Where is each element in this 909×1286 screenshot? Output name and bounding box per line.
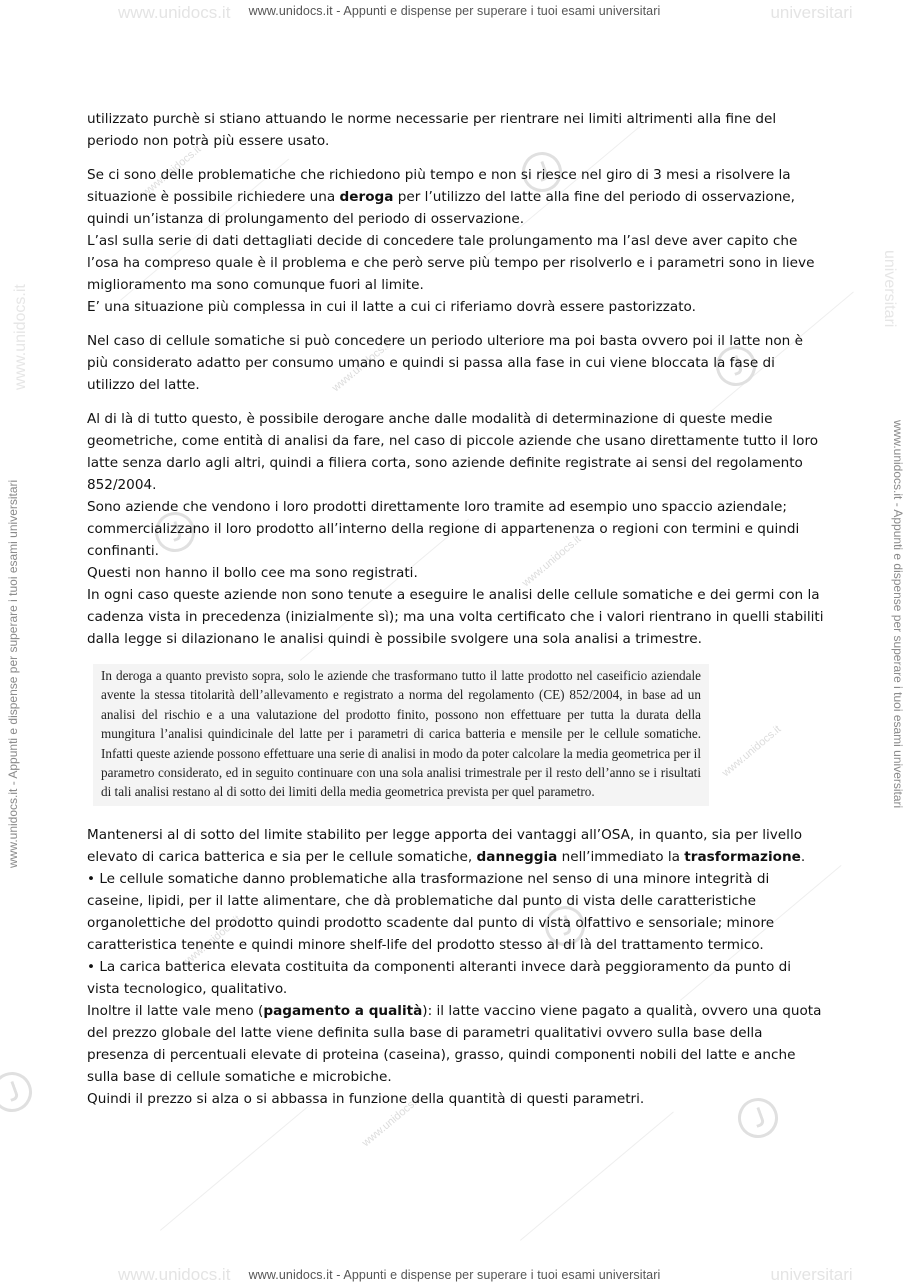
watermark-faint-text: www.unidocs.it [140,143,204,200]
watermark-ghost-side-right: universitari [881,250,898,328]
paragraph: Al di là di tutto questo, è possibile derogare anche dalle modalità di determinazione di queste medie geometriche, come entità di analisi da fare, nel caso di piccole aziende che usano direttamente tutto il loro latte senza darlo agli altri, quindi a filiera corta, sono aziende definite registrate ai sensi del regolamento 852/2004. Sono aziende che vendono i loro prodotti direttamente loro tramite ad esempio uno spaccio aziendale; commercializzano il loro prodotto all’interno della regione di appartenenza o regioni con termini e quindi confinanti. Questi non hanno il bollo cee ma sono registrati. In ogni caso queste aziende non sono tenute a eseguire le analisi delle cellule somatiche e dei germi con la cadenza vista in precedenza (inizialmente sì); ma una volta certificato che i valori rientrano in quelli stabiliti dalla legge si dilazionano le analisi quindi è possibile svolgere una sola analisi a trimestre. [87,411,824,647]
quoted-regulation-excerpt: In deroga a quanto previsto sopra, solo le aziende che trasformano tutto il latte prodotto nel caseificio aziendale avente la stessa titolarità dell’allevamento e registrato a norma del regolamento (CE) 852/2004, in base ad un analisi del rischio e a una valutazione del prodotto finito, possono non effettuare per tutta la durata della mungitura l’analisi quindicinale del latte per i parametri di carica batteria e mensile per le cellule somatiche. Infatti queste aziende possono effettuare una serie di analisi in modo da poter calcolare la media geometrica per il parametro considerato, ed in seguito continuare con una sola analisi trimestrale per il resto dell’anno se i risultati di tali analisi restano al di sotto dei limiti della media geometrica prevista per quel parametro. [93,664,709,806]
watermark-header: www.unidocs.it - Appunti e dispense per superare i tuoi esami universitari [248,4,661,18]
paragraph: utilizzato purchè si stiano attuando le norme necessarie per rientrare nei limiti altrimenti alla fine del periodo non potrà più essere usato. [87,111,777,149]
bold-term: trasformazione [684,848,801,865]
watermark-line [160,1101,314,1230]
unidocs-logo-icon [0,1066,38,1117]
document-body [87,108,827,1110]
watermark-faint-text: www.unidocs.it [360,1093,424,1150]
watermark-ghost-top: www.unidocs.it universitari [118,3,853,22]
watermark-faint-text: www.unidocs.it [720,723,784,780]
watermark-ghost-bottom: www.unidocs.it universitari [118,1265,853,1284]
watermark-side-left: www.unidocs.it - Appunti e dispense per superare i tuoi esami universitari [6,479,20,868]
bold-term: danneggia [476,848,558,865]
watermark-side-right: www.unidocs.it - Appunti e dispense per superare i tuoi esami universitari [891,420,905,809]
watermark-faint-text: www.unidocs.it [180,913,244,970]
bold-term: pagamento a qualità [263,1002,423,1019]
watermark-faint-text: www.unidocs.it [520,533,584,590]
paragraph: Nel caso di cellule somatiche si può concedere un periodo ulteriore ma poi basta ovvero poi il latte non è più considerato adatto per consumo umano e quindi si passa alla fase in cui viene bloccata la fase di utilizzo del latte. [87,333,803,393]
watermark-footer: www.unidocs.it - Appunti e dispense per superare i tuoi esami universitari [248,1268,661,1282]
watermark-line [520,1111,674,1240]
watermark-ghost-side-left: www.unidocs.it [12,284,29,390]
bold-term: deroga [339,189,394,205]
paragraph: Mantenersi al di sotto del limite stabilito per legge apporta dei vantaggi all’OSA, in quanto, sia per livello elevato di carica batterica e sia per le cellule somatiche, danneggia nell’immediato la trasformazione. • Le cellule somatiche danno problematiche alla trasformazione nel senso di una minore integrità di caseine, lipidi, per il latte alimentare, che dà problematiche dal punto di vista delle caratteristiche organolettiche del prodotto quindi prodotto scadente dal punto di vista olfattivo e sensoriale; minore caratteristica tenente e quindi minore shelf-life del prodotto stesso al di là del trattamento termico. • La carica batterica elevata costituita da componenti alteranti invece darà peggioramento da punto di vista tecnologico, qualitativo. Inoltre il latte vale meno (pagamento a qualità): il latte vaccino viene pagato a qualità, ovvero una quota del prezzo globale del latte viene definita sulla base di parametri qualitativi ovvero sulla base della presenza di percentuali elevate di proteina (caseina), grasso, quindi componenti nobili del latte e anche sulla base di cellule somatiche e microbiche. Quindi il prezzo si alza o si abbassa in funzione della quantità di questi parametri. [87,826,822,1107]
paragraph: Se ci sono delle problematiche che richiedono più tempo e non si riesce nel giro di 3 mesi a risolvere la situazione è possibile richiedere una deroga per l’utilizzo del latte alla fine del periodo di osservazione, quindi un’istanza di prolungamento del periodo di osservazione. L’asl sulla serie di dati dettagliati decide di concedere tale prolungamento ma l’asl deve aver capito che l’osa ha compreso quale è il problema e che però serve più tempo per risolverlo e i parametri sono in lieve miglioramento ma sono comunque fuori al limite. E’ una situazione più complessa in cui il latte a cui ci riferiamo dovrà essere pastorizzato. [87,167,815,315]
bullet-item: • Le cellule somatiche danno problematiche alla trasformazione nel senso di una minore integrità di caseine, lipidi, per il latte alimentare, che dà problematiche dal punto di vista delle caratteristiche organolettiche del prodotto quindi prodotto scadente dal punto di vista olfattivo e sensoriale; minore caratteristica tenente e quindi minore shelf-life del prodotto stesso al di là del trattamento termico. [87,870,775,953]
watermark-faint-text: www.unidocs.it [330,338,394,395]
bullet-item: • La carica batterica elevata costituita da componenti alteranti invece darà peggioramento da punto di vista tecnologico, qualitativo. [87,958,792,997]
